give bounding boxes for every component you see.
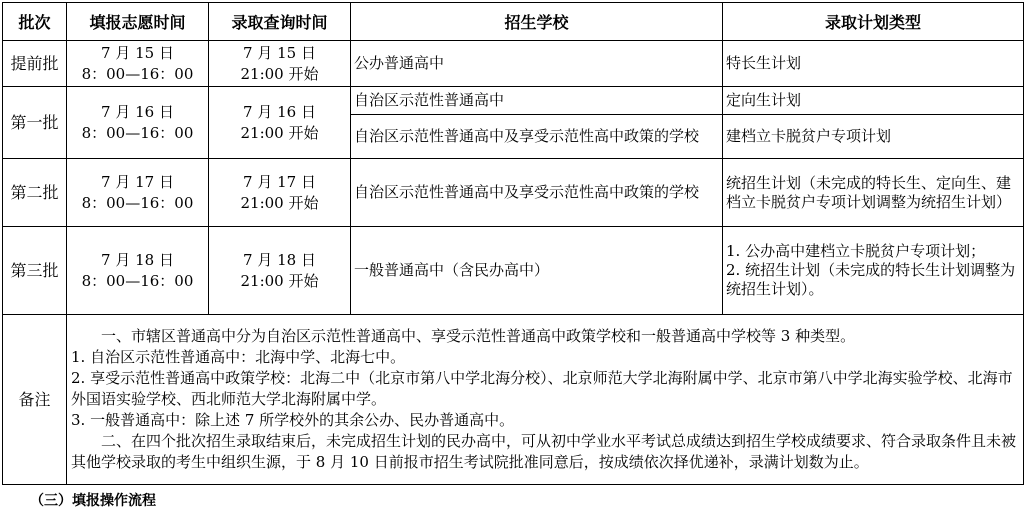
header-school: 招生学校 xyxy=(351,3,723,41)
query-date: 7 月 18 日 xyxy=(243,250,316,269)
query-date: 7 月 15 日 xyxy=(243,43,316,62)
batch-cell: 提前批 xyxy=(3,41,67,87)
fill-hours: 8：00—16：00 xyxy=(81,64,194,83)
fill-hours: 8：00—16：00 xyxy=(81,193,194,212)
query-hours: 21:00 开始 xyxy=(240,271,319,290)
fill-time-cell xyxy=(67,41,209,87)
table-row xyxy=(3,159,1024,227)
query-date: 7 月 17 日 xyxy=(243,172,316,191)
batch-cell: 第三批 xyxy=(3,227,67,315)
plan-cell: 建档立卡脱贫户专项计划 xyxy=(723,115,1024,159)
admission-schedule-table xyxy=(2,2,1024,485)
plan-line: 1. 公办高中建档立卡脱贫户专项计划； xyxy=(726,242,986,260)
query-hours: 21:00 开始 xyxy=(240,193,319,212)
table-row xyxy=(3,41,1024,87)
note-line: 2. 享受示范性普通高中政策学校：北海二中（北京市第八中学北海分校）、北京师范大学北海附属中学、北京市第八中学北海实验学校、北海市外国语实验学校、西北师范大学北海附属中学。 xyxy=(71,369,1013,408)
header-plan-type: 录取计划类型 xyxy=(723,3,1024,41)
note-line: 一、市辖区普通高中分为自治区示范性普通高中、享受示范性普通高中政策学校和一般普通高中学校等 3 种类型。 xyxy=(101,327,856,345)
plan-cell: 定向生计划 xyxy=(723,87,1024,115)
fill-date: 7 月 18 日 xyxy=(101,250,174,269)
school-cell: 自治区示范性普通高中 xyxy=(351,87,723,115)
query-date: 7 月 16 日 xyxy=(243,102,316,121)
query-hours: 21:00 开始 xyxy=(240,64,319,83)
header-fill-time: 填报志愿时间 xyxy=(67,3,209,41)
fill-time-cell xyxy=(67,227,209,315)
table-row xyxy=(3,87,1024,115)
query-time-cell xyxy=(209,41,351,87)
fill-date: 7 月 15 日 xyxy=(101,43,174,62)
query-time-cell xyxy=(209,87,351,159)
notes-row xyxy=(3,315,1024,485)
school-cell: 自治区示范性普通高中及享受示范性高中政策的学校 xyxy=(351,159,723,227)
school-cell: 一般普通高中（含民办高中） xyxy=(351,227,723,315)
note-line: 二、在四个批次招生录取结束后，未完成招生计划的民办高中，可从初中学业水平考试总成绩达到招生学校成绩要求、符合录取条件且未被其他学校录取的考生中组织生源，于 8 月 10 日前报市招生考试院批准同意后，按成绩依次择优递补，录满计划数为止。 xyxy=(71,432,1017,471)
notes-cell xyxy=(67,315,1024,485)
note-line: 1. 自治区示范性普通高中：北海中学、北海七中。 xyxy=(71,348,406,366)
batch-cell: 第二批 xyxy=(3,159,67,227)
fill-time-cell xyxy=(67,87,209,159)
query-time-cell xyxy=(209,227,351,315)
plan-cell: 统招生计划（未完成的特长生、定向生、建档立卡脱贫户专项计划调整为统招生计划） xyxy=(723,159,1024,227)
school-cell: 公办普通高中 xyxy=(351,41,723,87)
plan-cell: 特长生计划 xyxy=(723,41,1024,87)
fill-hours: 8：00—16：00 xyxy=(81,123,194,142)
next-section-heading: （三）填报操作流程 xyxy=(30,493,156,509)
fill-time-cell xyxy=(67,159,209,227)
query-hours: 21:00 开始 xyxy=(240,123,319,142)
fill-date: 7 月 17 日 xyxy=(101,172,174,191)
fill-date: 7 月 16 日 xyxy=(101,102,174,121)
header-row xyxy=(3,3,1024,41)
batch-cell: 第一批 xyxy=(3,87,67,159)
fill-hours: 8：00—16：00 xyxy=(81,271,194,290)
notes-label: 备注 xyxy=(3,315,67,485)
school-cell: 自治区示范性普通高中及享受示范性高中政策的学校 xyxy=(351,115,723,159)
query-time-cell xyxy=(209,159,351,227)
header-query-time: 录取查询时间 xyxy=(209,3,351,41)
plan-line: 2. 统招生计划（未完成的特长生计划调整为统招生计划）。 xyxy=(726,261,1016,298)
plan-cell xyxy=(723,227,1024,315)
table-row xyxy=(3,227,1024,315)
header-batch: 批次 xyxy=(3,3,67,41)
note-line: 3. 一般普通高中：除上述 7 所学校外的其余公办、民办普通高中。 xyxy=(71,411,515,429)
